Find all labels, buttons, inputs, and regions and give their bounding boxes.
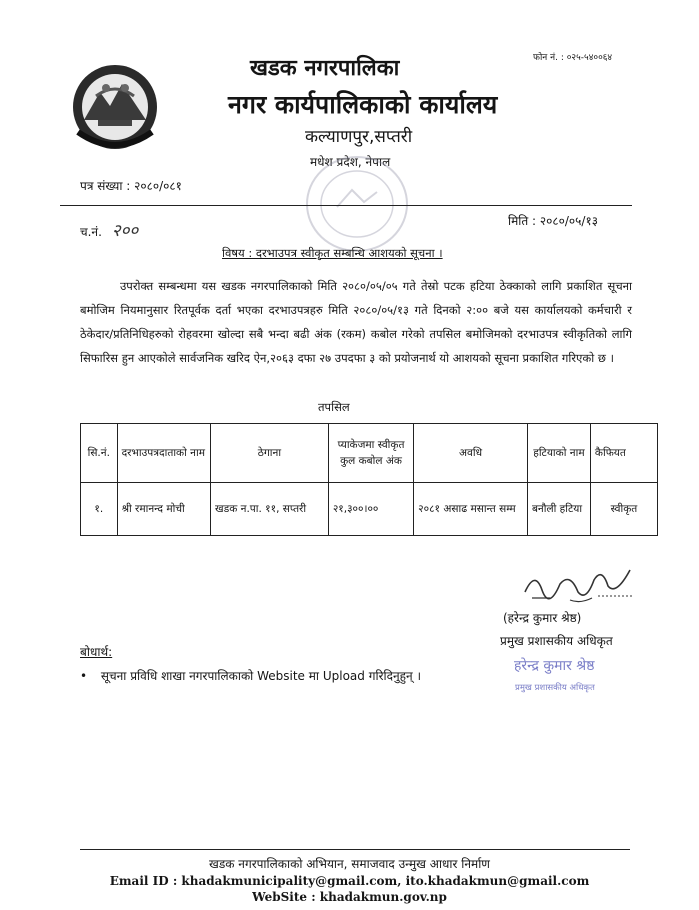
signature-icon	[520, 562, 635, 607]
date-label: मिति :	[508, 214, 537, 228]
column-header: कैफियत	[590, 424, 657, 483]
designation-stamp: प्रमुख प्रशासकीय अधिकृत	[515, 683, 595, 693]
note-item	[80, 667, 421, 684]
address-line-2: मधेश प्रदेश, नेपाल	[310, 155, 391, 169]
footer-slogan: खडक नगरपालिकाको अभियान, समाजवाद उन्मुख आधार निर्माण	[209, 857, 490, 871]
signatory-designation: प्रमुख प्रशासकीय अधिकृत	[500, 634, 613, 648]
municipality-title: खडक नगरपालिका	[250, 56, 400, 81]
column-header: ठेगाना	[211, 424, 329, 483]
table-cell: २१,३००।००	[328, 483, 413, 536]
footer-email: Email ID : khadakmunicipality@gmail.com, ito.khadakmun@gmail.com	[109, 874, 590, 888]
table-cell: २०८१ असाढ मसान्त सम्म	[414, 483, 528, 536]
footer-website: WebSite : khadakmun.gov.np	[252, 890, 447, 904]
bullet-icon: •	[80, 669, 88, 683]
table-cell: स्वीकृत	[590, 483, 657, 536]
table-header-row	[81, 424, 658, 483]
signatory-name: (हरेन्द्र कुमार श्रेष्ठ)	[503, 611, 582, 625]
table-cell: खडक न.पा. ११, सप्तरी	[211, 483, 329, 536]
note-heading: बोधार्थ:	[80, 645, 113, 659]
table-cell: बनौली हटिया	[527, 483, 590, 536]
table-cell: श्री रमानन्द मोची	[117, 483, 210, 536]
name-stamp: हरेन्द्र कुमार श्रेष्ठ	[514, 658, 595, 674]
column-header: अवधि	[414, 424, 528, 483]
dispatch-value: २००	[111, 221, 139, 241]
column-header: प्याकेजमा स्वीकृत कुल कबोल अंक	[328, 424, 413, 483]
table-heading: तपसिल	[318, 400, 350, 414]
dispatch-label: च.नं.	[80, 225, 102, 239]
footer-divider	[80, 849, 630, 850]
note-text: सूचना प्रविधि शाखा नगरपालिकाको Website मा Upload गरिदिनुहुन् ।	[100, 669, 422, 683]
subject-line: विषय : दरभाउपत्र स्वीकृत सम्बन्धि आशयको सूचना ।	[222, 246, 443, 260]
nepal-emblem-icon	[70, 62, 160, 152]
letter-date	[508, 212, 598, 229]
reference-value: २०८०/०८१	[134, 179, 182, 193]
column-header: सि.नं.	[81, 424, 118, 483]
header-divider	[60, 205, 632, 206]
address-line-1: कल्याणपुर,सप्तरी	[305, 127, 413, 147]
phone-number: फोन नं. : ०२५-५४००६४	[533, 53, 613, 63]
reference-label: पत्र संख्या :	[80, 179, 131, 193]
reference-number	[80, 177, 182, 194]
dispatch-number	[80, 218, 138, 241]
bid-details-table	[80, 423, 658, 536]
column-header: हटियाको नाम	[527, 424, 590, 483]
office-title: नगर कार्यपालिकाको कार्यालय	[228, 90, 498, 119]
body-paragraph: उपरोक्त सम्बन्धमा यस खडक नगरपालिकाको मिति २०८०/०५/०५ गते तेस्रो पटक हटिया ठेक्काको लागि प्रकाशित सूचना बमोजिम नियमानुसार रितपूर्वक दर्ता भएका दरभाउपत्रहरु मिति २०८०/०५/१३ गते दिनको २:०० बजे यस कार्यालयको कर्मचारी र ठेकेदार/प्रतिनिधिहरुको रोहवरमा खोल्दा सबै भन्दा बढी अंक (रकम) कबोल गरेको तपसिल बमोजिमको दरभाउपत्र स्वीकृतिको लागि सिफारिस हुन आएकोले सार्वजनिक खरिद ऐन,२०६३ दफा २७ उपदफा ३ को प्रयोजनार्थ यो आशयको सूचना प्रकाशित गरिएको छ ।	[80, 279, 632, 365]
table-row	[81, 483, 658, 536]
column-header: दरभाउपत्रदाताको नाम	[117, 424, 210, 483]
table-cell: १.	[81, 483, 118, 536]
date-value: २०८०/०५/१३	[539, 214, 598, 228]
